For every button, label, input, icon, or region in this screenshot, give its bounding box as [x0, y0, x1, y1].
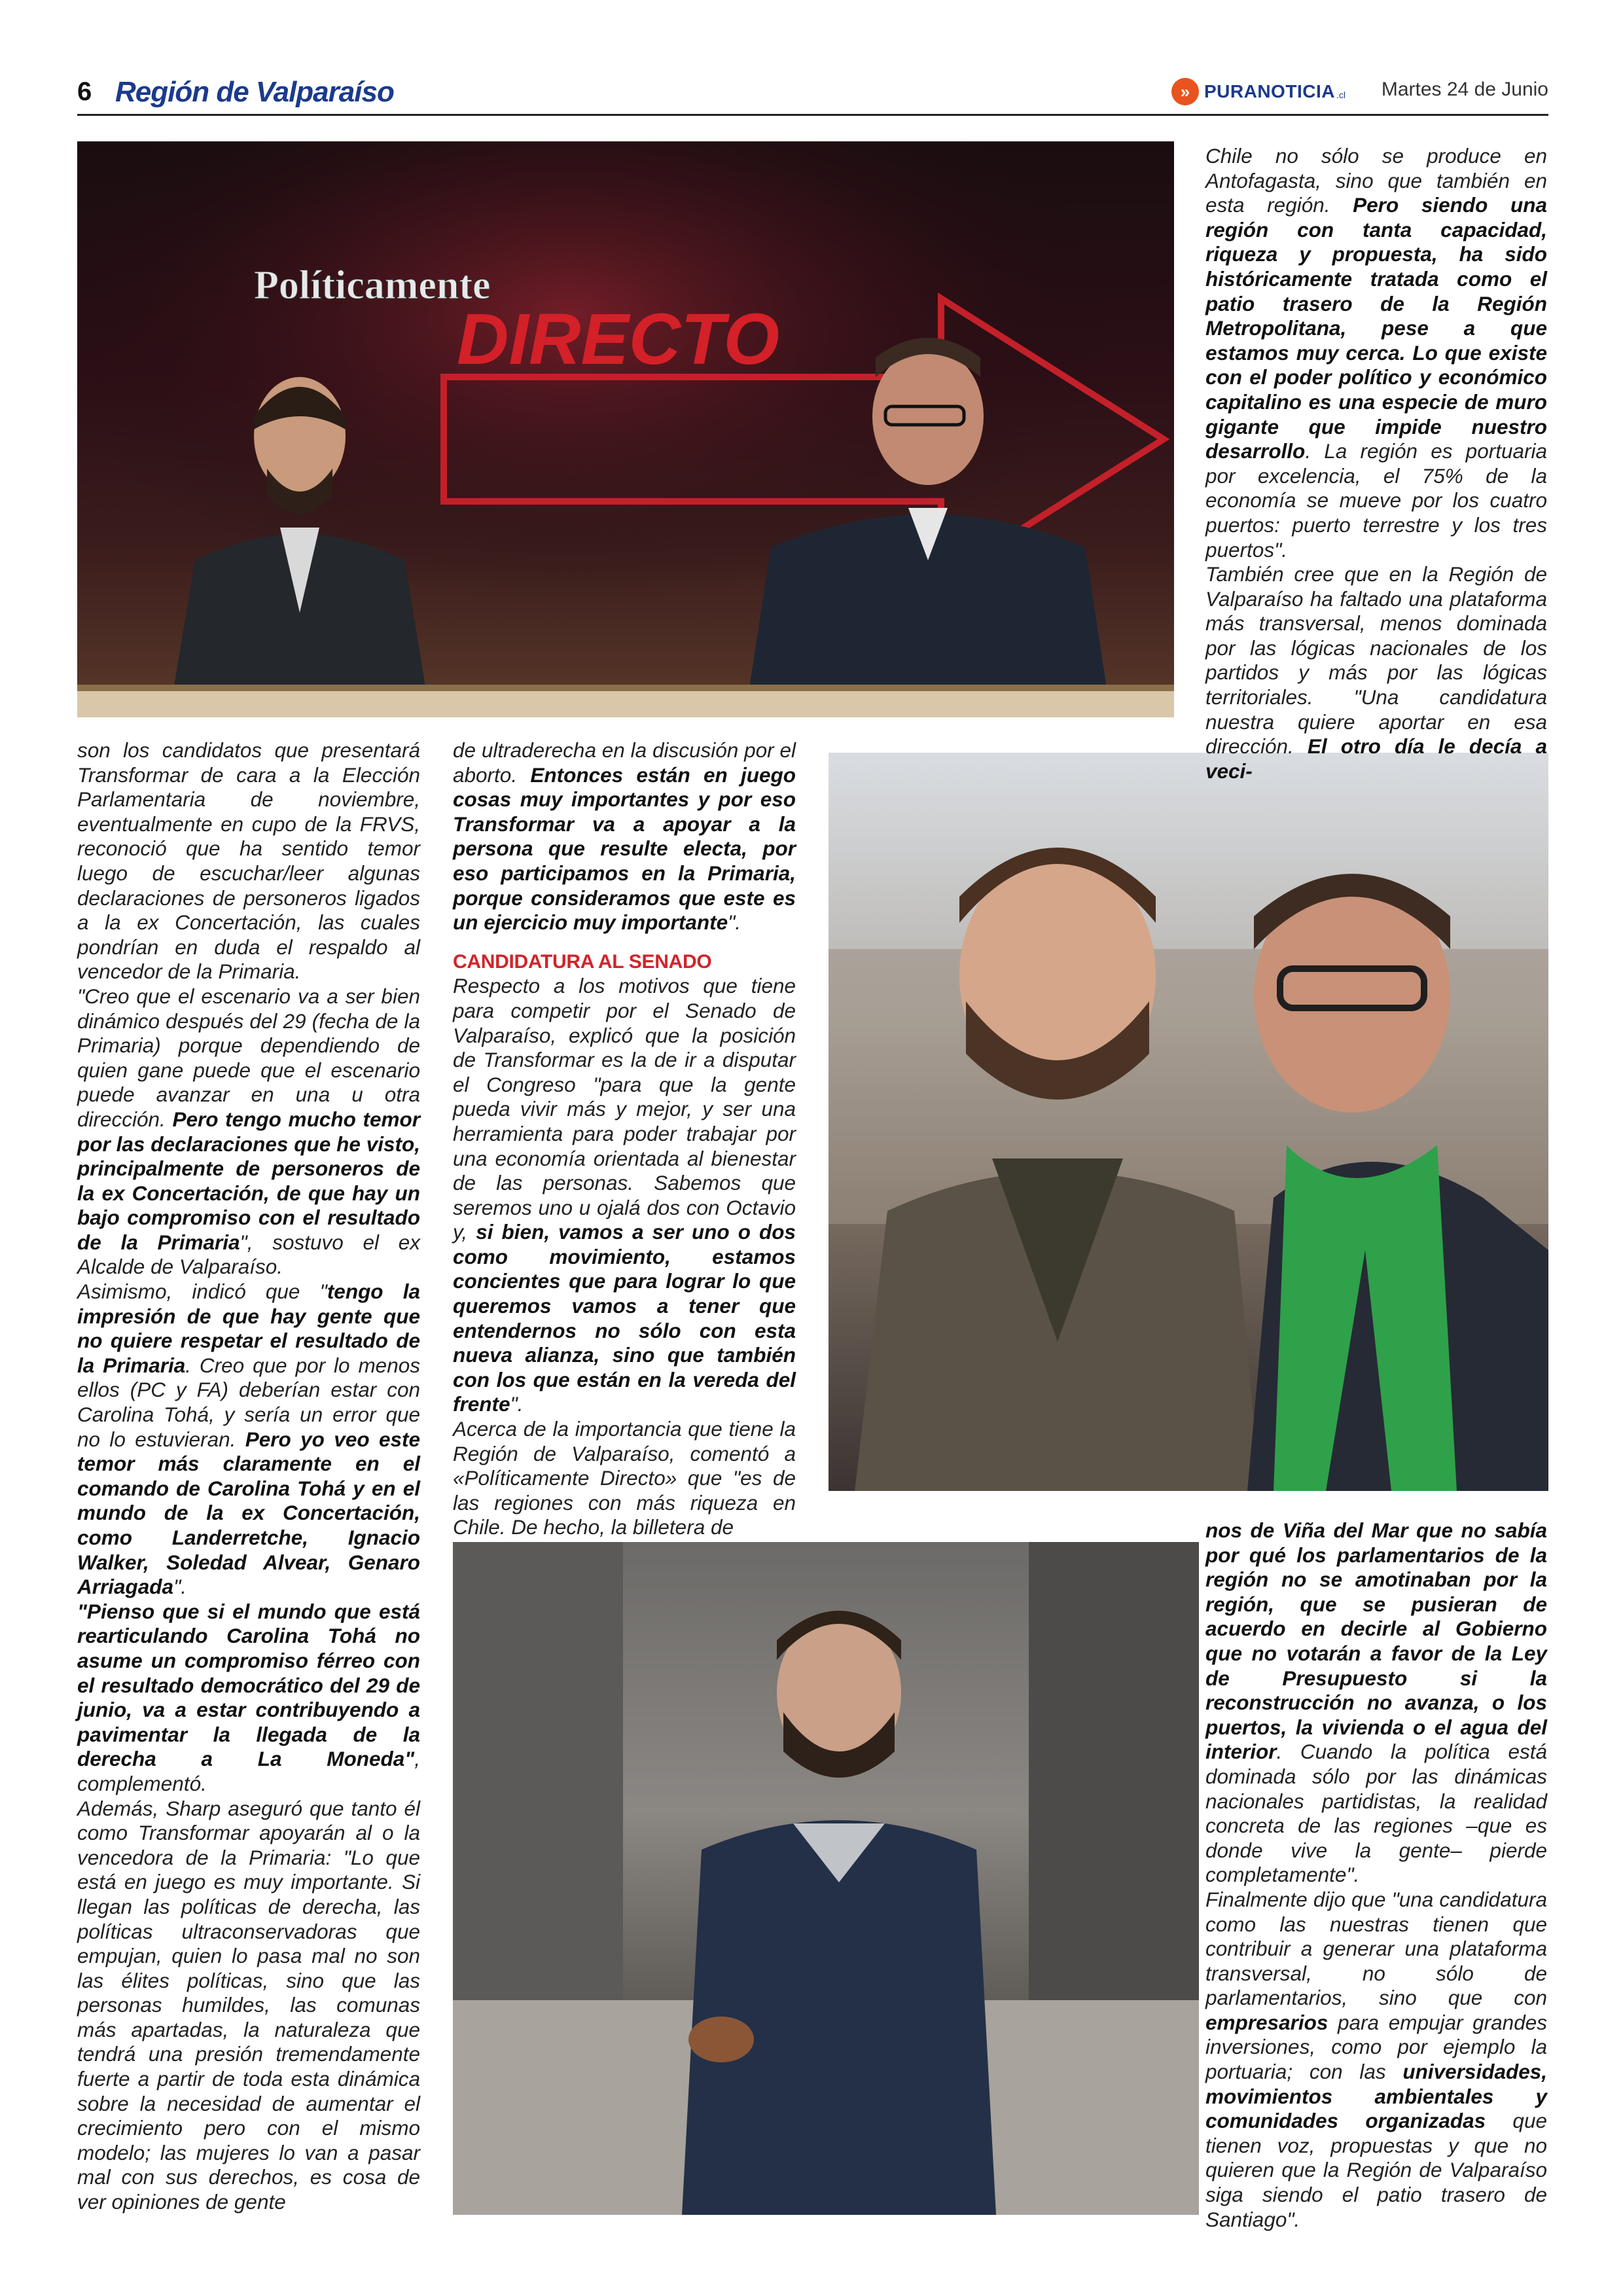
paragraph [453, 974, 796, 1417]
page-number: 6 [77, 77, 92, 106]
text-run: Respecto a los motivos que tiene para competir por el Senado de Valparaíso, explicó que la posición de Transformar es la de ir a disputar el Congreso "para que la gente pueda vivir más y mejor, y ser una herramienta para poder trabajar por una economía orientada al bienestar de las personas. Sabemos que seremos uno u ojalá dos con Octavio y, [453, 974, 796, 1244]
paragraph [77, 1797, 420, 2215]
paragraph [1205, 1518, 1547, 1888]
paragraph [77, 984, 420, 1280]
show-title-line1: Políticamente [254, 263, 491, 308]
text-run: , complementó. [77, 1747, 420, 1795]
text-run: "Creo que el escenario va a ser bien dinámico después del 29 (fecha de la Primaria) porque dependiendo de quien gane puede que el escenario puede avanzar en una u otra dirección. [77, 984, 420, 1131]
article-column-1 [77, 738, 420, 2215]
paragraph [1205, 1888, 1547, 2232]
bold-quote: Pero siendo una región con tanta capacidad, riqueza y propuesta, ha sido históricamente tratada como el patio trasero de la Región Metropolitana, pese a que estamos muy cerca. Lo que existe con el poder político y económico capitalino es una especie de muro gigante que impide nuestro desarrollo [1205, 193, 1547, 463]
bold-quote: Pero yo veo este temor más claramente en el comando de Carolina Tohá y en el mundo de la ex Concertación, como Landerretche, Ignacio Walker, Soledad Alvear, Genaro Arriagada [77, 1427, 420, 1599]
paragraph [77, 738, 420, 984]
text-run: Además, Sharp aseguró que tanto él como Transformar apoyarán al o la vencedora de la Primaria: "Lo que está en juego es muy importante. Si llegan las políticas de derecha, las políticas ultraconservadoras que empujan, quien lo pasa mal no son las élites políticas, sino que las personas humildes, las comunas más apartadas, la naturaleza que tendrá una presión tremendamente fuerte a partir de toda esta dinámica sobre la necesidad de aumentar el crecimiento pero con el mismo modelo; las mujeres lo van a pasar mal con sus derechos, es cosa de ver opiniones de gente [77, 1796, 420, 2214]
bold-quote: universidades, movimientos ambientales y comunidades organizadas [1205, 2060, 1547, 2133]
text-run: ". [510, 1392, 524, 1416]
text-run: . Cuando la política está dominada sólo por las dinámicas nacionales partidistas, la realidad concreta de las regiones –que es donde vive la gente– pierde completamente". [1205, 1740, 1547, 1887]
candidates-portrait-photo [829, 753, 1548, 1491]
text-run: También cree que en la Región de Valparaíso ha faltado una plataforma más transversal, menos dominada por las lógicas nacionales de los partidos y más por las lógicas territoriales. "Una candidatura nuestra quiere aportar en esa dirección. [1205, 562, 1547, 759]
tv-studio-illustration [77, 141, 1174, 717]
show-title-line2: DIRECTO [457, 299, 780, 380]
text-run: ". [173, 1575, 187, 1599]
text-run: que tienen voz, propuestas y que no quieren que la Región de Valparaíso siga siendo el patio trasero de Santiago". [1205, 2109, 1547, 2231]
paragraph [453, 1417, 796, 1540]
paragraph [1205, 562, 1547, 783]
text-run: Asimismo, indicó que " [77, 1280, 327, 1304]
issue-date: Martes 24 de Junio [1381, 79, 1548, 100]
text-run: ". [728, 910, 741, 935]
text-run: . Creo que por lo menos ellos (PC y FA) deberían estar con Carolina Tohá, y sería un error que no lo estuvieran. [77, 1353, 420, 1451]
candidate-walking-photo [453, 1542, 1199, 2215]
article-column-3-bottom [1205, 1518, 1547, 2232]
paragraph [77, 1600, 420, 1797]
article-column-3-top [1205, 144, 1547, 783]
header-divider [77, 114, 1548, 116]
bold-quote: tengo la impresión de que hay gente que no quiere respetar el resultado de la Primaria [77, 1280, 420, 1377]
bold-quote: El otro día le decía a veci- [1205, 734, 1547, 783]
section-title: Región de Valparaíso [115, 76, 394, 108]
paragraph [453, 738, 796, 935]
brand-name: PURANOTICIA [1204, 81, 1335, 101]
bold-quote: Pero tengo mucho temor por las declaraciones que he visto, principalmente de personeros de la ex Concertación, de que hay un bajo compromiso con el resultado de la Primaria [77, 1107, 420, 1254]
tv-studio-photo [77, 141, 1174, 717]
brand-suffix: .cl [1336, 90, 1346, 100]
paragraph [1205, 144, 1547, 562]
text-run: . La región es portuaria por excelencia, el 75% de la economía se mueve por los cuatro puertos: puerto terrestre y los tres puertos". [1205, 439, 1547, 562]
subheading-senate-candidacy: CANDIDATURA AL SENADO [453, 950, 712, 973]
brand-mark-icon: » [1171, 78, 1199, 105]
candidates-portrait-illustration [829, 753, 1548, 1491]
text-run: son los candidatos que presentará Transformar de cara a la Elección Parlamentaria de noviembre, eventualmente en cupo de la FRVS, reconoció que ha sentido temor luego de escuchar/leer algunas declaraciones de personeros ligados a la ex Concertación, las cuales pondrían en duda el respaldo al vencedor de la Primaria. [77, 738, 420, 984]
paragraph [77, 1280, 420, 1600]
text-run: Chile no sólo se produce en Antofagasta, sino que también en esta región. [1205, 144, 1547, 217]
text-run: Acerca de la importancia que tiene la Región de Valparaíso, comentó a «Políticamente Directo» que "es de las regiones con más riqueza en Chile. De hecho, la billetera de [453, 1417, 796, 1539]
bold-quote: empresarios [1205, 2010, 1329, 2034]
bold-quote: nos de Viña del Mar que no sabía por qué los parlamentarios de la región no se amotinaban por la región, que se pusieran de acuerdo en decirle al Gobierno que no votarán a favor de la Ley de Presupuesto si la reconstrucción no avanza, o los puertos, la vivienda o el agua del interior [1205, 1518, 1547, 1764]
bold-quote: Entonces están en juego cosas muy importantes y por eso Transformar va a apoyar a la persona que resulte electa, por eso participamos en la Primaria, porque consideramos que este es un ejercicio muy importante [453, 762, 796, 935]
candidate-walking-illustration [453, 1542, 1199, 2215]
bold-quote: si bien, vamos a ser uno o dos como movimiento, estamos concientes que para lograr lo que queremos vamos a tener que entendernos no sólo con esta nueva alianza, sino que también con los que están en la vereda del frente [453, 1220, 796, 1416]
article-column-2 [453, 738, 796, 1540]
text-run: de ultraderecha en la discusión por el aborto. [453, 738, 796, 787]
text-run: para empujar grandes inversiones, como por ejemplo la portuaria; con las [1205, 2010, 1547, 2084]
text-run: ", sostuvo el ex Alcalde de Valparaíso. [77, 1230, 420, 1279]
text-run: Finalmente dijo que "una candidatura como las nuestras tienen que contribuir a generar una plataforma transversal, no sólo de parlamentarios, sino que con [1205, 1887, 1547, 2010]
bold-quote: "Pienso que si el mundo que está rearticulando Carolina Tohá no asume un compromiso férreo con el resultado democrático del 29 de junio, va a estar contribuyendo a pavimentar la llegada de la derecha a La Moneda" [77, 1599, 420, 1771]
brand-logo[interactable] [1171, 77, 1346, 106]
